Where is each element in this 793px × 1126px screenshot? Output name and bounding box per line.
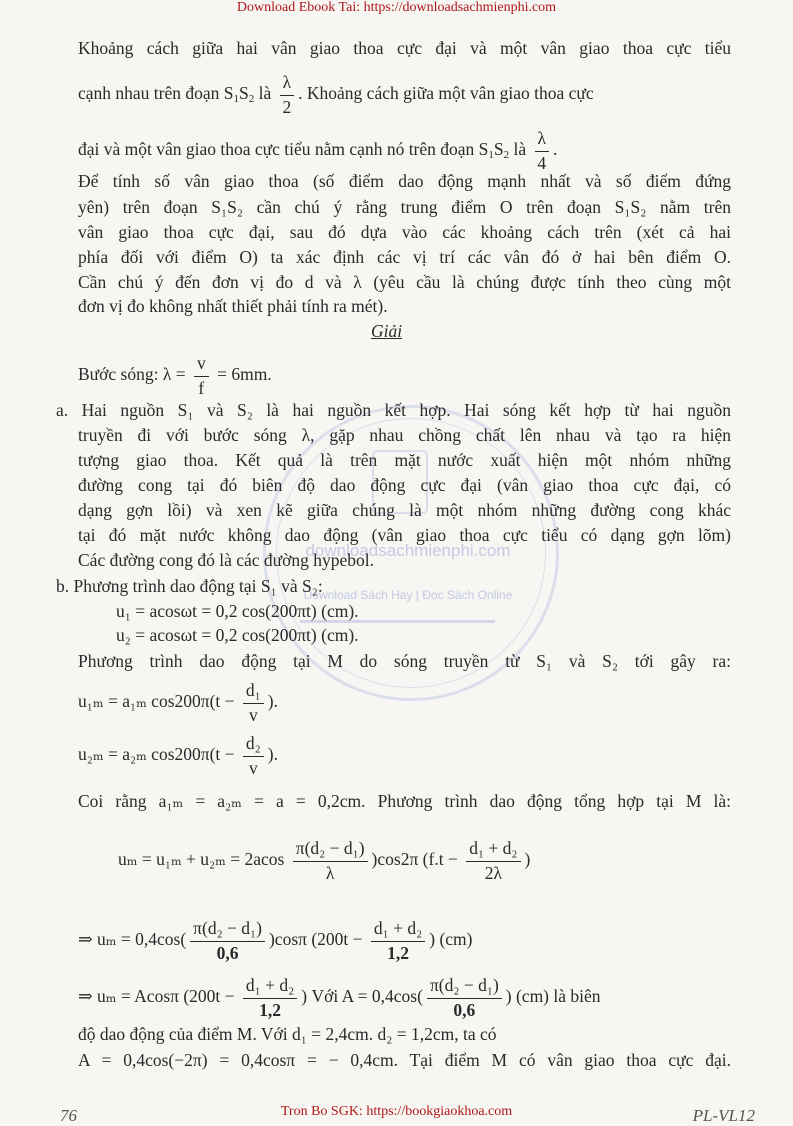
text: . (553, 139, 558, 160)
text: . Khoảng cách giữa một vân giao thoa cực (298, 83, 594, 104)
part-a-line-7: Các đường cong đó là các đường hypebol. (78, 550, 375, 570)
fraction-d2-v (243, 735, 264, 777)
text: ). (267, 691, 278, 712)
intro-p2-line-2: yên) trên đoạn S₁S₂ cần chú ý rằng trung điểm O trên đoạn S₁S₂ nằm trên (78, 197, 731, 217)
part-a-line-5: dạng gợn lồi) và xen kẽ giữa chúng là một nhóm những đường cong khác (78, 500, 731, 520)
numerator: λ (535, 130, 550, 152)
denominator: 4 (537, 152, 547, 173)
text: ⇒ uₘ = Acosπ (200t − (78, 986, 235, 1007)
coi-line: Coi rằng a₁ₘ = a₂ₘ = a = 0,2cm. Phương trình dao động tổng hợp tại M là: (78, 791, 731, 811)
text: đại và một vân giao thoa cực tiểu nằm cạnh nó trên đoạn S (78, 139, 489, 160)
denominator: v (248, 704, 258, 725)
page-number: 76 (60, 1106, 77, 1125)
page-code: PL-VL12 (692, 1106, 755, 1125)
numerator: d₁ + d₂ (243, 977, 297, 999)
text: uₘ = u₁ₘ + u₂ₘ = 2acos (118, 849, 285, 870)
equation-u1: u₁ = acosωt = 0,2 cos(200πt) (cm). (116, 601, 359, 621)
intro-p2-line-6: đơn vị đo không nhất thiết phải tính ra mét). (78, 296, 388, 316)
numerator: d₁ (243, 682, 264, 704)
denominator: v (248, 757, 258, 778)
intro-line-3 (78, 130, 557, 172)
fraction (427, 977, 502, 1019)
part-b-line-1: b. Phương trình dao động tại S₁ và S₂: (56, 576, 323, 596)
denominator: 1,2 (387, 942, 410, 963)
numerator: π(d₂ − d₁) (190, 920, 265, 942)
equation-u1m (78, 682, 278, 724)
text: ) (524, 849, 531, 870)
text: S (493, 139, 504, 160)
part-a-line-6: tại đó mặt nước không dao động (vân giao thoa cực tiểu có dạng gợn lõm) (78, 525, 731, 545)
sub: 2 (503, 149, 510, 162)
fraction-lambda-quarter (535, 130, 550, 172)
part-b-line-4: A = 0,4cos(−2π) = 0,4cosπ = − 0,4cm. Tại điểm M có vân giao thoa cực đại. (78, 1050, 731, 1070)
text: ). (267, 744, 278, 765)
denominator: 0,6 (216, 942, 239, 963)
text: )cosπ (200t − (268, 929, 363, 950)
text: ) (cm) là biên (505, 986, 601, 1007)
watermark-slogan: Download Sách Hay | Đọc Sách Online (303, 588, 513, 602)
text: = 6mm. (217, 364, 272, 385)
equation-um-3 (78, 977, 601, 1019)
text: cạnh nhau trên đoạn S (78, 83, 234, 104)
text: )cos2π (f.t − (371, 849, 458, 870)
part-a-line-2: truyền đi với bước sóng λ, gặp nhau chồng chất lên nhau và tạo ra hiện (78, 425, 731, 445)
text: ⇒ uₘ = 0,4cos( (78, 929, 187, 950)
intro-p2-line-3: vân giao thoa cực đại, sau đó dựa vào các khoảng cách trên (xét cả hai (78, 222, 731, 242)
footer-book-link[interactable]: Tron Bo SGK: https://bookgiaokhoa.com (280, 1104, 513, 1119)
part-a-line-4: đường cong tại đó biên độ dao động cực đại (vân giao thoa cực đại, có (78, 475, 731, 495)
numerator: d₁ + d₂ (371, 920, 425, 942)
text: u₂ₘ = a₂ₘ cos200π(t − (78, 744, 235, 765)
denominator: λ (325, 862, 335, 883)
intro-p2-line-1: Để tính số vân giao thoa (số điểm dao động mạnh nhất và số điểm đứng (78, 171, 731, 191)
numerator: π(d₂ − d₁) (293, 840, 368, 862)
fraction (466, 840, 520, 882)
sub: 1 (233, 93, 240, 106)
solution-title: Giải (371, 321, 403, 341)
equation-um-1 (118, 840, 530, 882)
part-b-line-2: Phương trình dao động tại M do sóng truyền từ S₁ và S₂ tới gây ra: (78, 651, 731, 671)
part-b-line-3: độ dao động của điểm M. Với d₁ = 2,4cm. d₂ = 1,2cm, ta có (78, 1024, 497, 1044)
fraction (293, 840, 368, 882)
text: u₁ₘ = a₁ₘ cos200π(t − (78, 691, 235, 712)
fraction (190, 920, 265, 962)
denominator: 1,2 (259, 999, 282, 1020)
sub: 2 (248, 93, 255, 106)
fraction-lambda-half (280, 74, 295, 116)
fraction-v-f (194, 355, 209, 397)
numerator: d₁ + d₂ (466, 840, 520, 862)
equation-u2: u₂ = acosωt = 0,2 cos(200πt) (cm). (116, 625, 359, 645)
numerator: d₂ (243, 735, 264, 757)
fraction-d1-v (243, 682, 264, 724)
intro-line-1: Khoảng cách giữa hai vân giao thoa cực đại và một vân giao thoa cực tiểu (78, 38, 731, 58)
wavelength-line (78, 355, 272, 397)
fraction (243, 977, 297, 1019)
equation-um-2 (78, 920, 473, 962)
sub: 1 (488, 149, 494, 162)
numerator: π(d₂ − d₁) (427, 977, 502, 999)
text: S (239, 83, 249, 104)
denominator: f (198, 377, 205, 398)
denominator: 2 (282, 96, 292, 117)
header-download-link[interactable]: Download Ebook Tai: https://downloadsachmienphi.com (236, 0, 557, 15)
text: ) Với A = 0,4cos( (301, 986, 423, 1007)
denominator: 0,6 (453, 999, 476, 1020)
numerator: v (194, 355, 209, 377)
intro-p2-line-5: Cần chú ý đến đơn vị đo d và λ (yêu cầu là chúng được tính theo cùng một (78, 272, 731, 292)
text: Bước sóng: λ = (78, 364, 186, 385)
intro-p2-line-4: phía đối với điểm O) ta xác định các vị trí các vân đó ở hai bên điểm O. (78, 247, 731, 267)
denominator: 2λ (484, 862, 502, 883)
intro-line-2 (78, 74, 594, 116)
text: là (509, 139, 527, 160)
fraction (371, 920, 425, 962)
equation-u2m (78, 735, 278, 777)
part-a-line-1: a. Hai nguồn S₁ và S₂ là hai nguồn kết hợp. Hai sóng kết hợp từ hai nguồn (56, 400, 731, 420)
numerator: λ (280, 74, 295, 96)
text: ) (cm) (429, 929, 473, 950)
text: là (254, 83, 272, 104)
part-a-line-3: tượng giao thoa. Kết quả là trên mặt nước xuất hiện một nhóm những (78, 450, 731, 470)
watermark-site: downloadsachmienphi.com (305, 541, 511, 560)
